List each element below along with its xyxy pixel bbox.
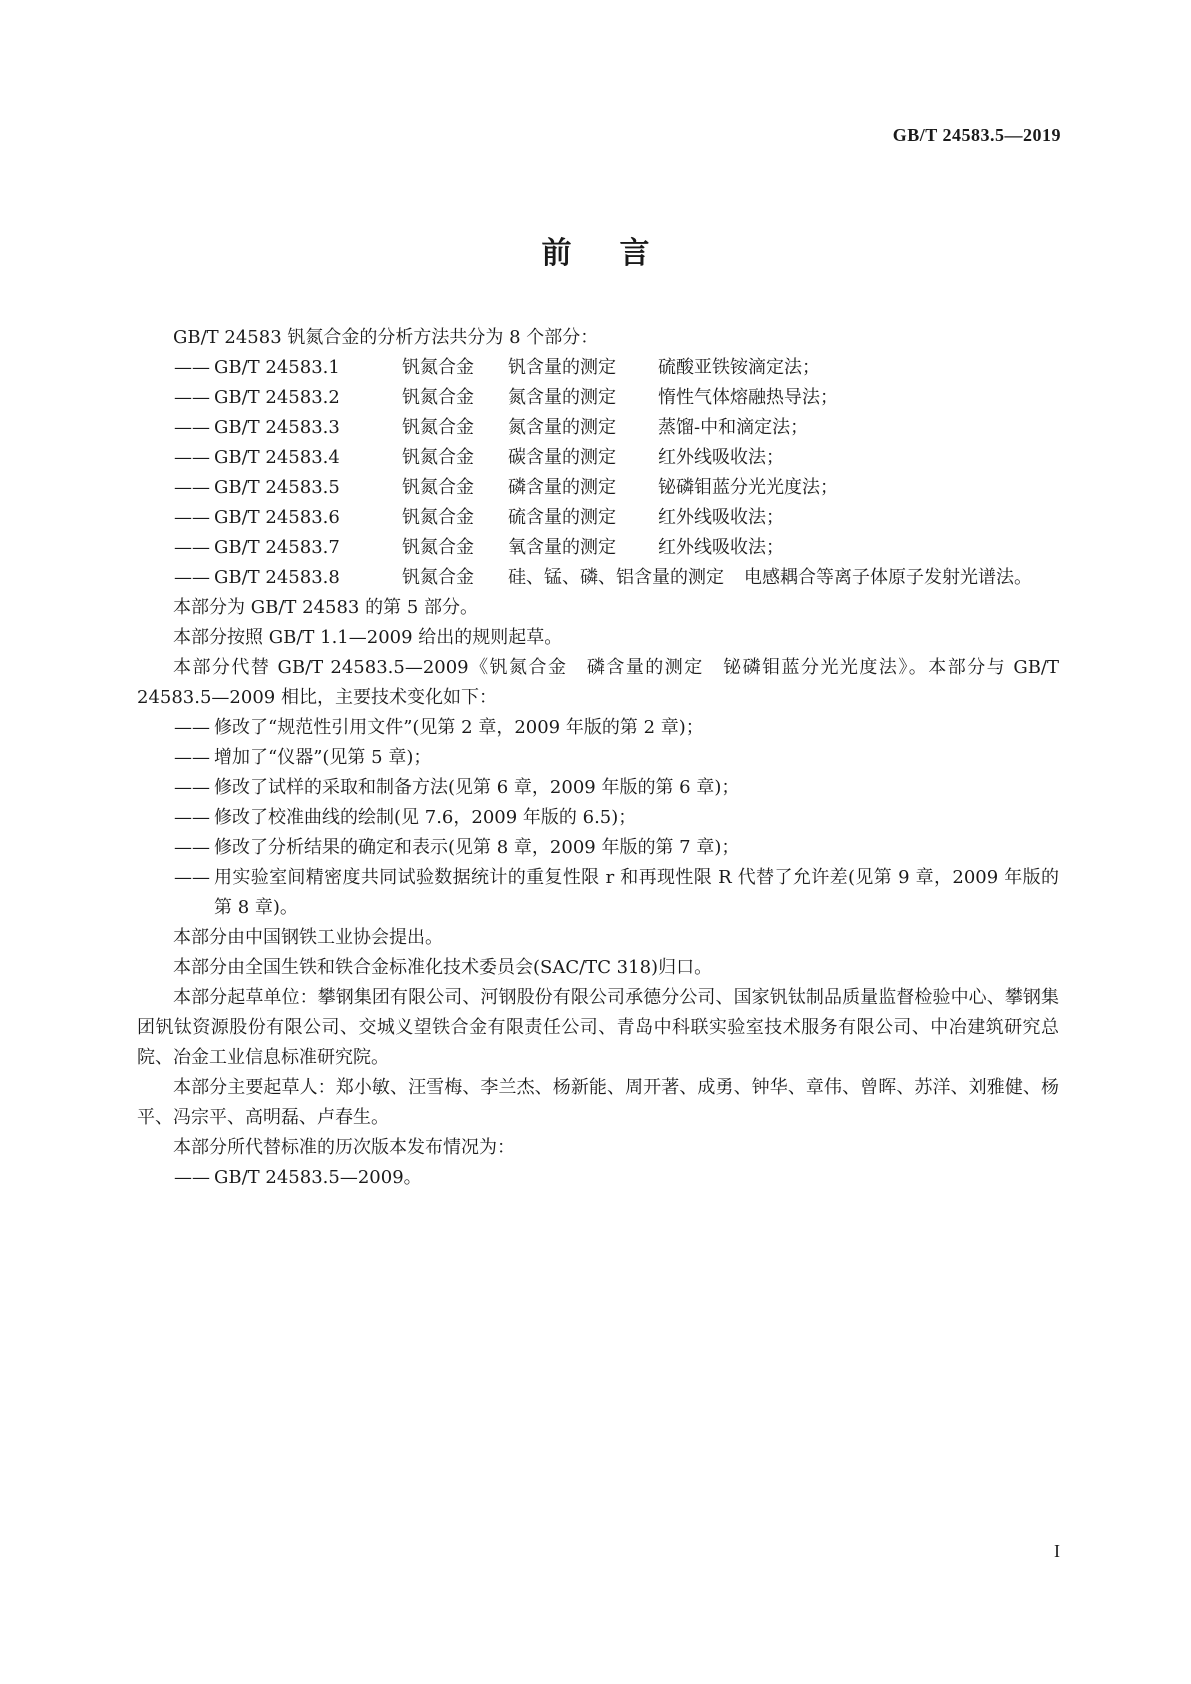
page-title: 前言 [541,236,698,271]
replaces-paragraph: 本部分代替 GB/T 24583.5—2009《钒氮合金 磷含量的测定 铋磷钼蓝分光光度法》。本部分与 GB/T 24583.5—2009 相比，主要技术变化如下： [137,657,1059,708]
history-intro-paragraph: 本部分所代替标准的历次版本发布情况为： [173,1137,515,1158]
page-number: I [1054,1541,1060,1561]
parts-list [137,353,1059,593]
list-item: —— GB/T 24583.8 钒氮合金 硅、锰、磷、铝含量的测定 电感耦合等离子体原子发射光谱法。 [137,563,1059,593]
list-item: —— GB/T 24583.6 钒氮合金 硫含量的测定 红外线吸收法； [137,503,1059,533]
list-item: —— 增加了“仪器”(见第 5 章)； [137,743,1059,773]
dash: —— [174,537,210,558]
dash: —— [174,447,210,468]
list-item: —— 修改了“规范性引用文件”(见第 2 章，2009 年版的第 2 章)； [137,713,1059,743]
dash: —— [174,717,210,738]
dash: —— [174,867,210,888]
centralized-by-paragraph: 本部分由全国生铁和铁合金标准化技术委员会(SAC/TC 318)归口。 [173,957,713,978]
list-item: —— 修改了分析结果的确定和表示(见第 8 章，2009 年版的第 7 章)； [137,833,1059,863]
proposed-by-paragraph: 本部分由中国钢铁工业协会提出。 [173,927,443,948]
drafting-rules-paragraph: 本部分按照 GB/T 1.1—2009 给出的规则起草。 [173,627,563,648]
list-item: —— GB/T 24583.7 钒氮合金 氧含量的测定 红外线吸收法； [137,533,1059,563]
dash: —— [174,777,210,798]
drafters-paragraph: 本部分主要起草人：郑小敏、汪雪梅、李兰杰、杨新能、周开著、成勇、钟华、章伟、曾晖、苏洋、刘雅健、杨平、冯宗平、高明磊、卢春生。 [137,1077,1059,1128]
dash: —— [174,747,210,768]
list-item: —— 修改了试样的采取和制备方法(见第 6 章，2009 年版的第 6 章)； [137,773,1059,803]
dash: —— [174,1167,210,1188]
dash: —— [174,387,210,408]
history-list-item: —— GB/T 24583.5—2009。 [137,1163,1059,1193]
foreword-body [137,323,1059,1193]
changes-list [137,713,1059,923]
list-item: —— 用实验室间精密度共同试验数据统计的重复性限 r 和再现性限 R 代替了允许差(见第 9 章，2009 年版的第 8 章)。 [137,863,1059,923]
dash: —— [174,417,210,438]
list-item: —— GB/T 24583.3 钒氮合金 氮含量的测定 蒸馏-中和滴定法； [137,413,1059,443]
list-item: —— GB/T 24583.2 钒氮合金 氮含量的测定 惰性气体熔融热导法； [137,383,1059,413]
standard-code-header: GB/T 24583.5—2019 [892,125,1061,145]
drafting-units-paragraph: 本部分起草单位：攀钢集团有限公司、河钢股份有限公司承德分公司、国家钒钛制品质量监督检验中心、攀钢集团钒钛资源股份有限公司、交城义望铁合金有限责任公司、青岛中科联实验室技术服务有限公司、中冶建筑研究总院、冶金工业信息标准研究院。 [137,987,1059,1068]
intro-paragraph: GB/T 24583 钒氮合金的分析方法共分为 8 个部分： [173,327,599,348]
part-of-paragraph: 本部分为 GB/T 24583 的第 5 部分。 [173,597,478,618]
dash: —— [174,567,210,588]
list-item: —— GB/T 24583.1 钒氮合金 钒含量的测定 硫酸亚铁铵滴定法； [137,353,1059,383]
dash: —— [174,477,210,498]
list-item: —— 修改了校准曲线的绘制(见 7.6，2009 年版的 6.5)； [137,803,1059,833]
dash: —— [174,507,210,528]
dash: —— [174,837,210,858]
list-item: —— GB/T 24583.4 钒氮合金 碳含量的测定 红外线吸收法； [137,443,1059,473]
dash: —— [174,357,210,378]
dash: —— [174,807,210,828]
list-item: —— GB/T 24583.5 钒氮合金 磷含量的测定 铋磷钼蓝分光光度法； [137,473,1059,503]
